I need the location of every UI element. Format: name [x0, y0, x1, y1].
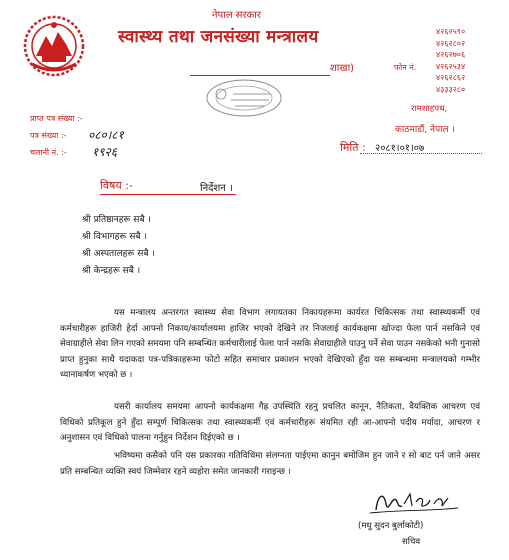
subject-value: निर्देशन । [200, 183, 233, 194]
recipient-item: श्री प्रतिष्ठानहरू सबै । [82, 215, 151, 225]
recipient-item: श्री केन्द्रहरू सबै । [82, 266, 141, 276]
recipient-item: श्री विभागहरू सबै । [82, 232, 147, 242]
date-label: मिति : [340, 141, 366, 154]
dispatch-number-value: १९२६ [92, 145, 117, 159]
branch-underline [190, 63, 330, 76]
date-value: २०८१।०१।०७ [375, 143, 425, 154]
branch-label: शाखा) [330, 63, 355, 74]
body-paragraph-1: यस मन्त्रालय अन्तरगत स्वास्थ्य सेवा विभाग लगायतका निकायहरूमा कार्यरत चिकित्सक तथा स्वास्थ्यकर्मी एवं कर्मचारीहरू हाजिरी हेर्दा आफ्नो निकाय/कार्यालयमा हाजिर भएको देखिने तर निजलाई कार्यकक्षमा खोज्दा फेला पार्न नसकिने एवं सेवाग्राहीले सेवा लिन गएको समयमा पनि सम्बन्धित कर्मचारीलाई फेला पार्न नसकि सेवाग्राहीले पाउनु पर्ने सेवा पाउन नसकेको भनी गुनासो प्राप्त हुनुका साथै यदाकदा पत्र-पत्रिकाहरूमा फोटो सहित समाचार प्रकाशन भएको देखिएको हुँदा यस सम्बन्धमा मन्त्रालयको गम्भीर ध्यानाकर्षण भएको छ । [60, 308, 480, 380]
subject-label: विषय :- [100, 179, 133, 192]
signer-name: (मधु सुदन बुर्लाकोटी) [358, 521, 424, 531]
body-paragraph-2: यसरी कार्यालय समयमा आफ्नो कार्यकक्षमा गैह्र उपस्थिति रहनु प्रचलित कानून, नैतिकता, वैयक्तिक आचरण एवं विधिको प्रतिकूल हुने हुँदा सम्पूर्ण चिकित्सक तथा स्वास्थ्यकर्मी एवं कर्मचारीहरू संयमित रही आ-आफ्नो पदीय मर्यादा, आचरण र अनुशासन एवं विधिको पालना गर्नुहुन निर्देशन दिईएको छ । [60, 402, 480, 443]
address-street: रामशाहपथ, [411, 104, 448, 114]
phone-number: ४२६२५९० [436, 27, 466, 36]
subject-underline [100, 194, 236, 195]
office-stamp-icon [205, 78, 283, 118]
phone-number: ४२६२८६२ [436, 73, 466, 82]
phone-number: ४२६२८०२ [436, 38, 466, 48]
body-paragraph-3: भविष्यमा कसैको पनि यस प्रकारका गतिविधिमा संलग्नता पाईएमा कानुन बमोजिम हुन जाने र सो बाट पर्न जाने असर प्रति सम्बन्धित व्यक्ति स्वयं जिम्मेवार रहने व्यहोरा समेत जानकारी गराइन्छ । [60, 451, 480, 477]
signer-designation: सचिव [402, 537, 421, 547]
phone-number: ४३३३२८० [436, 84, 466, 94]
dispatch-number-label: चलानी नं. :- [30, 148, 67, 157]
address-city: काठमाडौं, नेपाल । [395, 125, 455, 135]
handwritten-signature-icon [358, 486, 468, 516]
ministry-name: स्वास्थ्य तथा जनसंख्या मन्त्रालय [118, 27, 319, 47]
nepal-emblem-icon [22, 14, 86, 78]
phone-number: ४२६२५३४ [436, 61, 466, 71]
letter-number-value: ०८०।८१ [88, 128, 124, 142]
received-number-label: प्राप्त पत्र संख्या :- [30, 114, 83, 123]
recipient-item: श्री अस्पतालहरू सबै । [82, 249, 155, 259]
letter-number-label: पत्र संख्या :- [30, 131, 67, 140]
government-name: नेपाल सरकार [212, 10, 261, 21]
phone-number: ४२६२७०६ [436, 50, 466, 59]
phone-list [436, 26, 465, 95]
phone-label: फोन नं. [394, 63, 417, 72]
